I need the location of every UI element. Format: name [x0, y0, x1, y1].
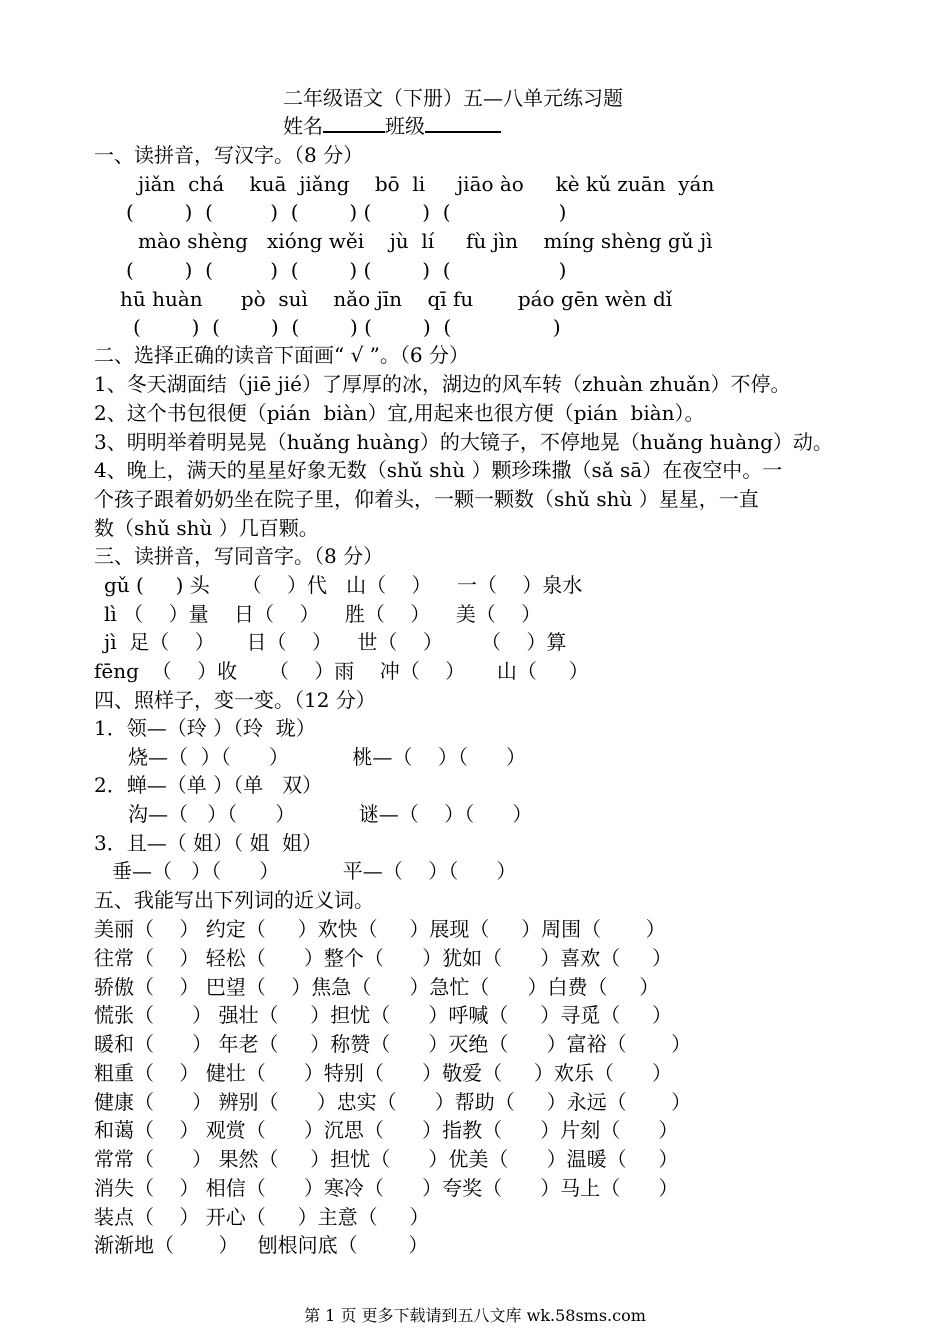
worksheet-line: ( ) ( ) ( ) ( ) ( ): [133, 315, 561, 339]
worksheet-line: 渐渐地（ ） 刨根问底（ ）: [94, 1233, 429, 1257]
worksheet-line: 五、我能写出下列词的近义词。: [94, 888, 374, 912]
worksheet-line: lì （ ）量 日（ ） 胜（ ） 美（ ）: [104, 602, 542, 626]
class-label: 班级: [385, 114, 425, 138]
worksheet-line: fēng （ ）收 （ ）雨 冲（ ） 山（ ）: [94, 659, 589, 683]
worksheet-line: 暖和（ ） 年老（ ）称赞（ ）灭绝（ ）富裕（ ）: [94, 1032, 692, 1056]
name-label: 姓名: [283, 114, 323, 138]
worksheet-line: 数（shǔ shù ）几百颗。: [94, 516, 319, 540]
worksheet-line: ( ) ( ) ( ) ( ) ( ): [126, 258, 567, 282]
worksheet-line: 装点（ ） 开心（ ）主意（ ）: [94, 1205, 430, 1229]
page-title: 二年级语文（下册）五—八单元练习题: [283, 86, 623, 110]
worksheet-line: 健康（ ） 辨别（ ）忠实（ ）帮助（ ）永远（ ）: [94, 1090, 692, 1114]
worksheet-line: 4、晚上，满天的星星好象无数（shǔ shù ）颗珍珠撒（sǎ sā）在夜空中。一: [94, 458, 783, 482]
worksheet-line: 垂—（ ）（ ） 平—（ ）（ ）: [112, 859, 517, 883]
name-blank: [323, 113, 385, 133]
worksheet-line: 三、读拼音，写同音字。（8 分）: [94, 544, 384, 568]
worksheet-line: 慌张（ ） 强壮（ ）担忧（ ）呼喊（ ）寻觅（ ）: [94, 1003, 673, 1027]
worksheet-line: mào shèng xióng wěi jù lí fù jìn míng shèng gǔ jì: [138, 229, 713, 253]
name-class-line: [283, 113, 501, 139]
worksheet-line: gǔ ( ) 头 （ ）代 山（ ） 一（ ）泉水: [104, 573, 583, 597]
worksheet-line: 粗重（ ） 健壮（ ）特别（ ）敬爱（ ）欢乐（ ）: [94, 1061, 673, 1085]
worksheet-line: 骄傲（ ） 巴望（ ）焦急（ ）急忙（ ）白费（ ）: [94, 975, 660, 999]
worksheet-line: 2．蝉—（单 ）（单 双）: [94, 773, 323, 797]
page-footer: 第 1 页 更多下载请到五八文库 wk.58sms.com: [304, 1306, 646, 1325]
worksheet-line: 美丽（ ） 约定（ ）欢快（ ）展现（ ）周围（ ）: [94, 917, 666, 941]
worksheet-line: 一、读拼音，写汉字。（8 分）: [94, 143, 364, 167]
worksheet-line: 往常（ ） 轻松（ ）整个（ ）犹如（ ）喜欢（ ）: [94, 946, 673, 970]
worksheet-line: 2、这个书包很便（pián biàn）宜,用起来也很方便（pián biàn）。: [94, 401, 705, 425]
worksheet-line: 和蔼（ ） 观赏（ ）沉思（ ）指教（ ）片刻（ ）: [94, 1118, 679, 1142]
worksheet-line: 二、选择正确的读音下面画“ √ ”。（6 分）: [94, 343, 469, 367]
worksheet-line: 个孩子跟着奶奶坐在院子里，仰着头，一颗一颗数（shǔ shù ）星星，一直: [94, 487, 759, 511]
worksheet-line: 3、明明举着明晃晃（huǎng huàng）的大镜子，不停地晃（huǎng huàng）动。: [94, 430, 833, 454]
worksheet-line: 1、冬天湖面结（jiē jié）了厚厚的冰，湖边的风车转（zhuàn zhuǎn）不停。: [94, 372, 791, 396]
worksheet-line: 消失（ ） 相信（ ）寒冷（ ）夸奖（ ）马上（ ）: [94, 1176, 679, 1200]
worksheet-line: 1．领—（玲 ）（玲 珑）: [94, 716, 316, 740]
worksheet-line: 烧—（ ）（ ） 桃—（ ）（ ）: [128, 745, 527, 769]
worksheet-line: ( ) ( ) ( ) ( ) ( ): [126, 200, 567, 224]
worksheet-line: 沟—（ ）（ ） 谜—（ ）（ ）: [128, 802, 533, 826]
worksheet-line: hū huàn pò suì nǎo jīn qī fu páo gēn wèn dǐ: [120, 287, 673, 311]
worksheet-line: jì 足（ ） 日（ ） 世（ ） （ ）算: [104, 630, 567, 654]
worksheet-line: 四、照样子，变一变。（12 分）: [94, 688, 376, 712]
worksheet-line: jiǎn chá kuā jiǎng bō li jiāo ào kè kǔ zuān yán: [138, 172, 715, 196]
class-blank: [425, 113, 501, 133]
worksheet-line: 3．且—（ 姐）（ 姐 姐）: [94, 831, 323, 855]
worksheet-line: 常常（ ） 果然（ ）担忧（ ）优美（ ）温暖（ ）: [94, 1147, 679, 1171]
